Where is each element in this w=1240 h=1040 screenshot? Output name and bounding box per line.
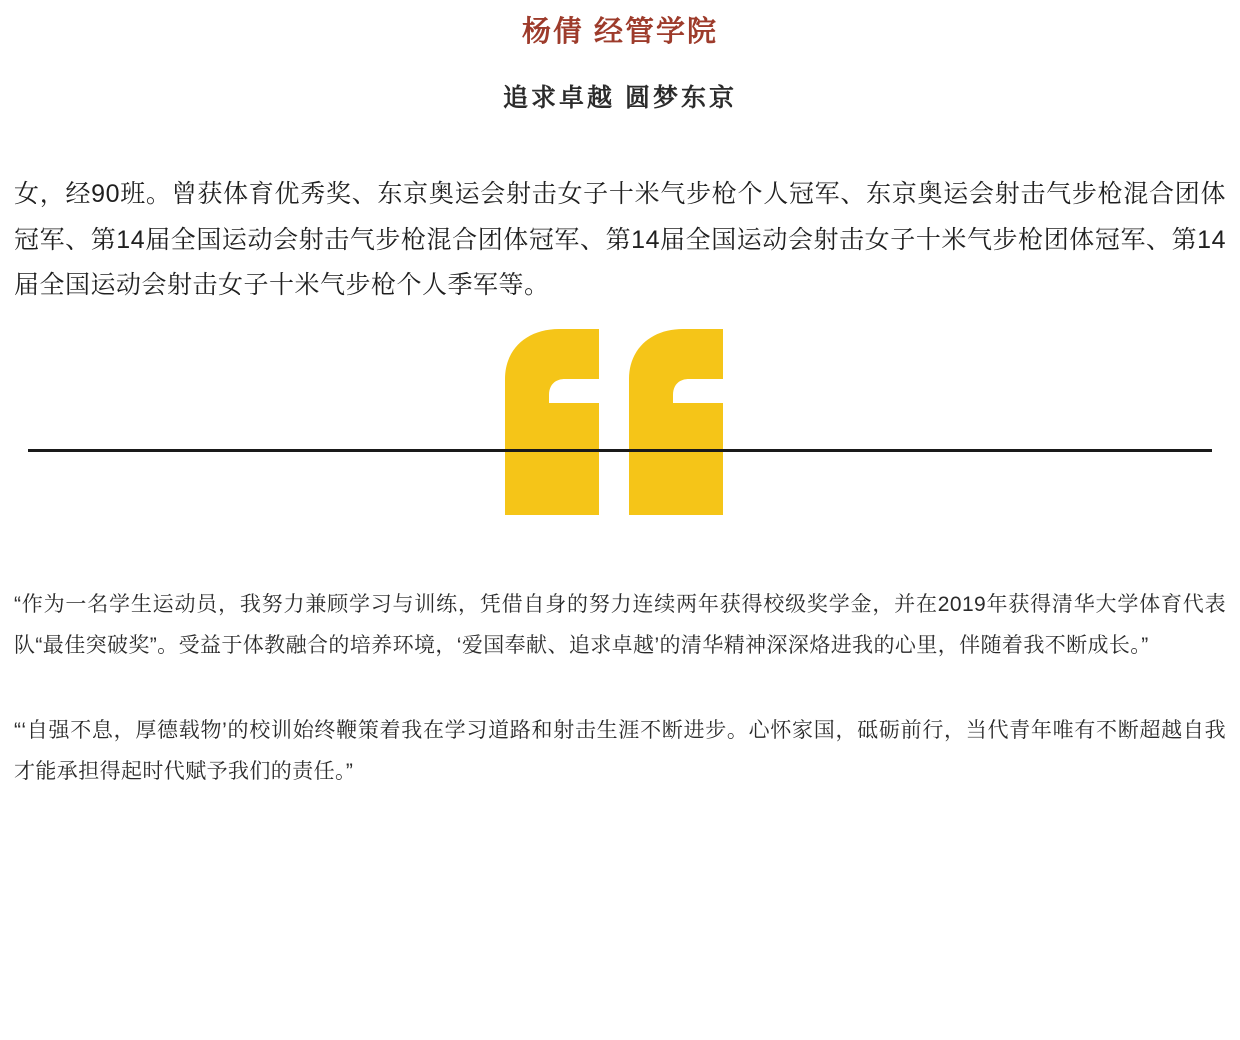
horizontal-divider [28, 449, 1212, 452]
quote-mark-icon [495, 327, 745, 517]
document-page [0, 14, 1240, 1040]
quote-decoration-zone [14, 309, 1226, 559]
page-subtitle: 追求卓越 圆梦东京 [503, 83, 737, 112]
quote-paragraph-1: “作为一名学生运动员，我努力兼顾学习与训练，凭借自身的努力连续两年获得校级奖学金，并在2019年获得清华大学体育代表队“最佳突破奖”。受益于体教融合的培养环境，‘爱国奉献、追求卓越’的清华精神深深烙进我的心里，伴随着我不断成长。” [14, 592, 1226, 657]
page-title: 杨倩 经管学院 [521, 16, 719, 48]
quote-paragraph-2: “‘自强不息，厚德载物’的校训始终鞭策着我在学习道路和射击生涯不断进步。心怀家国，砥砺前行，当代青年唯有不断超越自我才能承担得起时代赋予我们的责任。” [14, 718, 1226, 783]
biography-paragraph: 女，经90班。曾获体育优秀奖、东京奥运会射击女子十米气步枪个人冠军、东京奥运会射击气步枪混合团体冠军、第14届全国运动会射击气步枪混合团体冠军、第14届全国运动会射击女子十米气步枪团体冠军、第14届全国运动会射击女子十米气步枪个人季军等。 [14, 180, 1226, 300]
